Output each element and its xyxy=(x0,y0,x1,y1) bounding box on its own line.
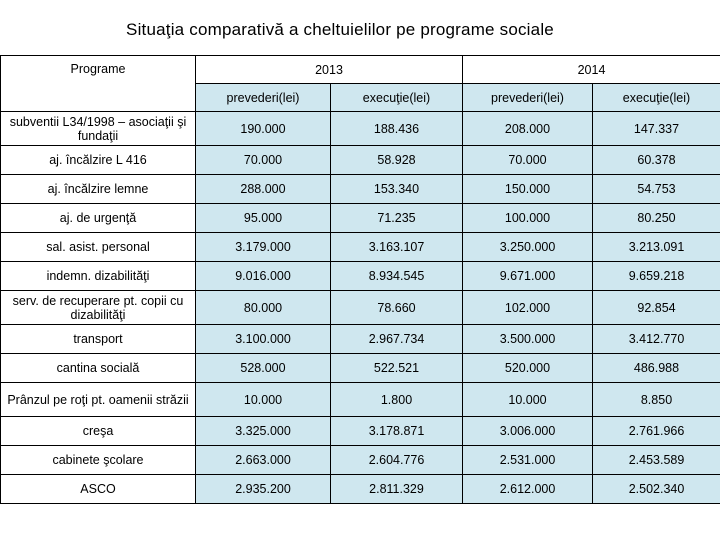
program-name-cell: creşa xyxy=(1,417,196,446)
page-title: Situaţia comparativă a cheltuielilor pe programe sociale xyxy=(126,20,554,39)
planned-2014-cell: 2.612.000 xyxy=(463,475,593,504)
expenses-table xyxy=(0,55,720,504)
planned-2014-cell: 100.000 xyxy=(463,204,593,233)
program-name-cell: sal. asist. personal xyxy=(1,233,196,262)
planned-2013-header: prevederi(lei) xyxy=(196,84,331,112)
executed-2013-cell: 3.178.871 xyxy=(331,417,463,446)
planned-2014-cell: 3.500.000 xyxy=(463,325,593,354)
executed-2014-header: execuţie(lei) xyxy=(593,84,720,112)
planned-2013-cell: 2.663.000 xyxy=(196,446,331,475)
table-row xyxy=(1,417,720,446)
executed-2013-cell: 188.436 xyxy=(331,112,463,146)
table-row xyxy=(1,233,720,262)
program-name-cell: indemn. dizabilităţi xyxy=(1,262,196,291)
planned-2013-cell: 9.016.000 xyxy=(196,262,331,291)
table-row xyxy=(1,175,720,204)
program-name-cell: cantina socială xyxy=(1,354,196,383)
executed-2014-cell: 3.412.770 xyxy=(593,325,720,354)
planned-2013-cell: 288.000 xyxy=(196,175,331,204)
table-row xyxy=(1,325,720,354)
executed-2013-cell: 2.967.734 xyxy=(331,325,463,354)
executed-2014-cell: 8.850 xyxy=(593,383,720,417)
executed-2014-cell: 486.988 xyxy=(593,354,720,383)
executed-2013-cell: 78.660 xyxy=(331,291,463,325)
executed-2013-cell: 2.604.776 xyxy=(331,446,463,475)
planned-2013-cell: 70.000 xyxy=(196,146,331,175)
program-name-cell: ASCO xyxy=(1,475,196,504)
executed-2013-cell: 3.163.107 xyxy=(331,233,463,262)
executed-2014-cell: 2.502.340 xyxy=(593,475,720,504)
executed-2014-cell: 3.213.091 xyxy=(593,233,720,262)
planned-2013-cell: 3.179.000 xyxy=(196,233,331,262)
table-row xyxy=(1,291,720,325)
table-row xyxy=(1,354,720,383)
table-row xyxy=(1,475,720,504)
year-2013-header: 2013 xyxy=(196,56,463,84)
table-row xyxy=(1,204,720,233)
executed-2014-cell: 54.753 xyxy=(593,175,720,204)
executed-2013-cell: 2.811.329 xyxy=(331,475,463,504)
programs-header: Programe xyxy=(1,56,196,112)
program-name-cell: Prânzul pe roţi pt. oamenii străzii xyxy=(1,383,196,417)
header-row-years xyxy=(1,56,720,84)
planned-2014-cell: 150.000 xyxy=(463,175,593,204)
executed-2014-cell: 2.453.589 xyxy=(593,446,720,475)
executed-2013-cell: 58.928 xyxy=(331,146,463,175)
program-name-cell: subventii L34/1998 – asociaţii şi fundaţii xyxy=(1,112,196,146)
executed-2014-cell: 80.250 xyxy=(593,204,720,233)
table-row xyxy=(1,383,720,417)
program-name-cell: serv. de recuperare pt. copii cu dizabilităţi xyxy=(1,291,196,325)
executed-2014-cell: 2.761.966 xyxy=(593,417,720,446)
executed-2014-cell: 147.337 xyxy=(593,112,720,146)
program-name-cell: cabinete şcolare xyxy=(1,446,196,475)
executed-2013-cell: 8.934.545 xyxy=(331,262,463,291)
planned-2013-cell: 3.100.000 xyxy=(196,325,331,354)
executed-2014-cell: 92.854 xyxy=(593,291,720,325)
planned-2014-cell: 3.006.000 xyxy=(463,417,593,446)
executed-2014-cell: 60.378 xyxy=(593,146,720,175)
table-row xyxy=(1,112,720,146)
program-name-cell: aj. de urgenţă xyxy=(1,204,196,233)
program-name-cell: transport xyxy=(1,325,196,354)
planned-2013-cell: 190.000 xyxy=(196,112,331,146)
executed-2013-cell: 522.521 xyxy=(331,354,463,383)
year-2014-header: 2014 xyxy=(463,56,720,84)
table-row xyxy=(1,262,720,291)
planned-2014-cell: 102.000 xyxy=(463,291,593,325)
planned-2013-cell: 3.325.000 xyxy=(196,417,331,446)
planned-2014-cell: 2.531.000 xyxy=(463,446,593,475)
program-name-cell: aj. încălzire lemne xyxy=(1,175,196,204)
table-row xyxy=(1,446,720,475)
planned-2014-cell: 9.671.000 xyxy=(463,262,593,291)
executed-2013-cell: 153.340 xyxy=(331,175,463,204)
planned-2013-cell: 528.000 xyxy=(196,354,331,383)
planned-2014-cell: 520.000 xyxy=(463,354,593,383)
planned-2014-cell: 10.000 xyxy=(463,383,593,417)
executed-2013-header: execuţie(lei) xyxy=(331,84,463,112)
planned-2013-cell: 2.935.200 xyxy=(196,475,331,504)
planned-2013-cell: 10.000 xyxy=(196,383,331,417)
planned-2014-cell: 70.000 xyxy=(463,146,593,175)
executed-2014-cell: 9.659.218 xyxy=(593,262,720,291)
planned-2013-cell: 80.000 xyxy=(196,291,331,325)
planned-2014-cell: 3.250.000 xyxy=(463,233,593,262)
planned-2014-header: prevederi(lei) xyxy=(463,84,593,112)
table-row xyxy=(1,146,720,175)
executed-2013-cell: 1.800 xyxy=(331,383,463,417)
planned-2014-cell: 208.000 xyxy=(463,112,593,146)
executed-2013-cell: 71.235 xyxy=(331,204,463,233)
planned-2013-cell: 95.000 xyxy=(196,204,331,233)
program-name-cell: aj. încălzire L 416 xyxy=(1,146,196,175)
